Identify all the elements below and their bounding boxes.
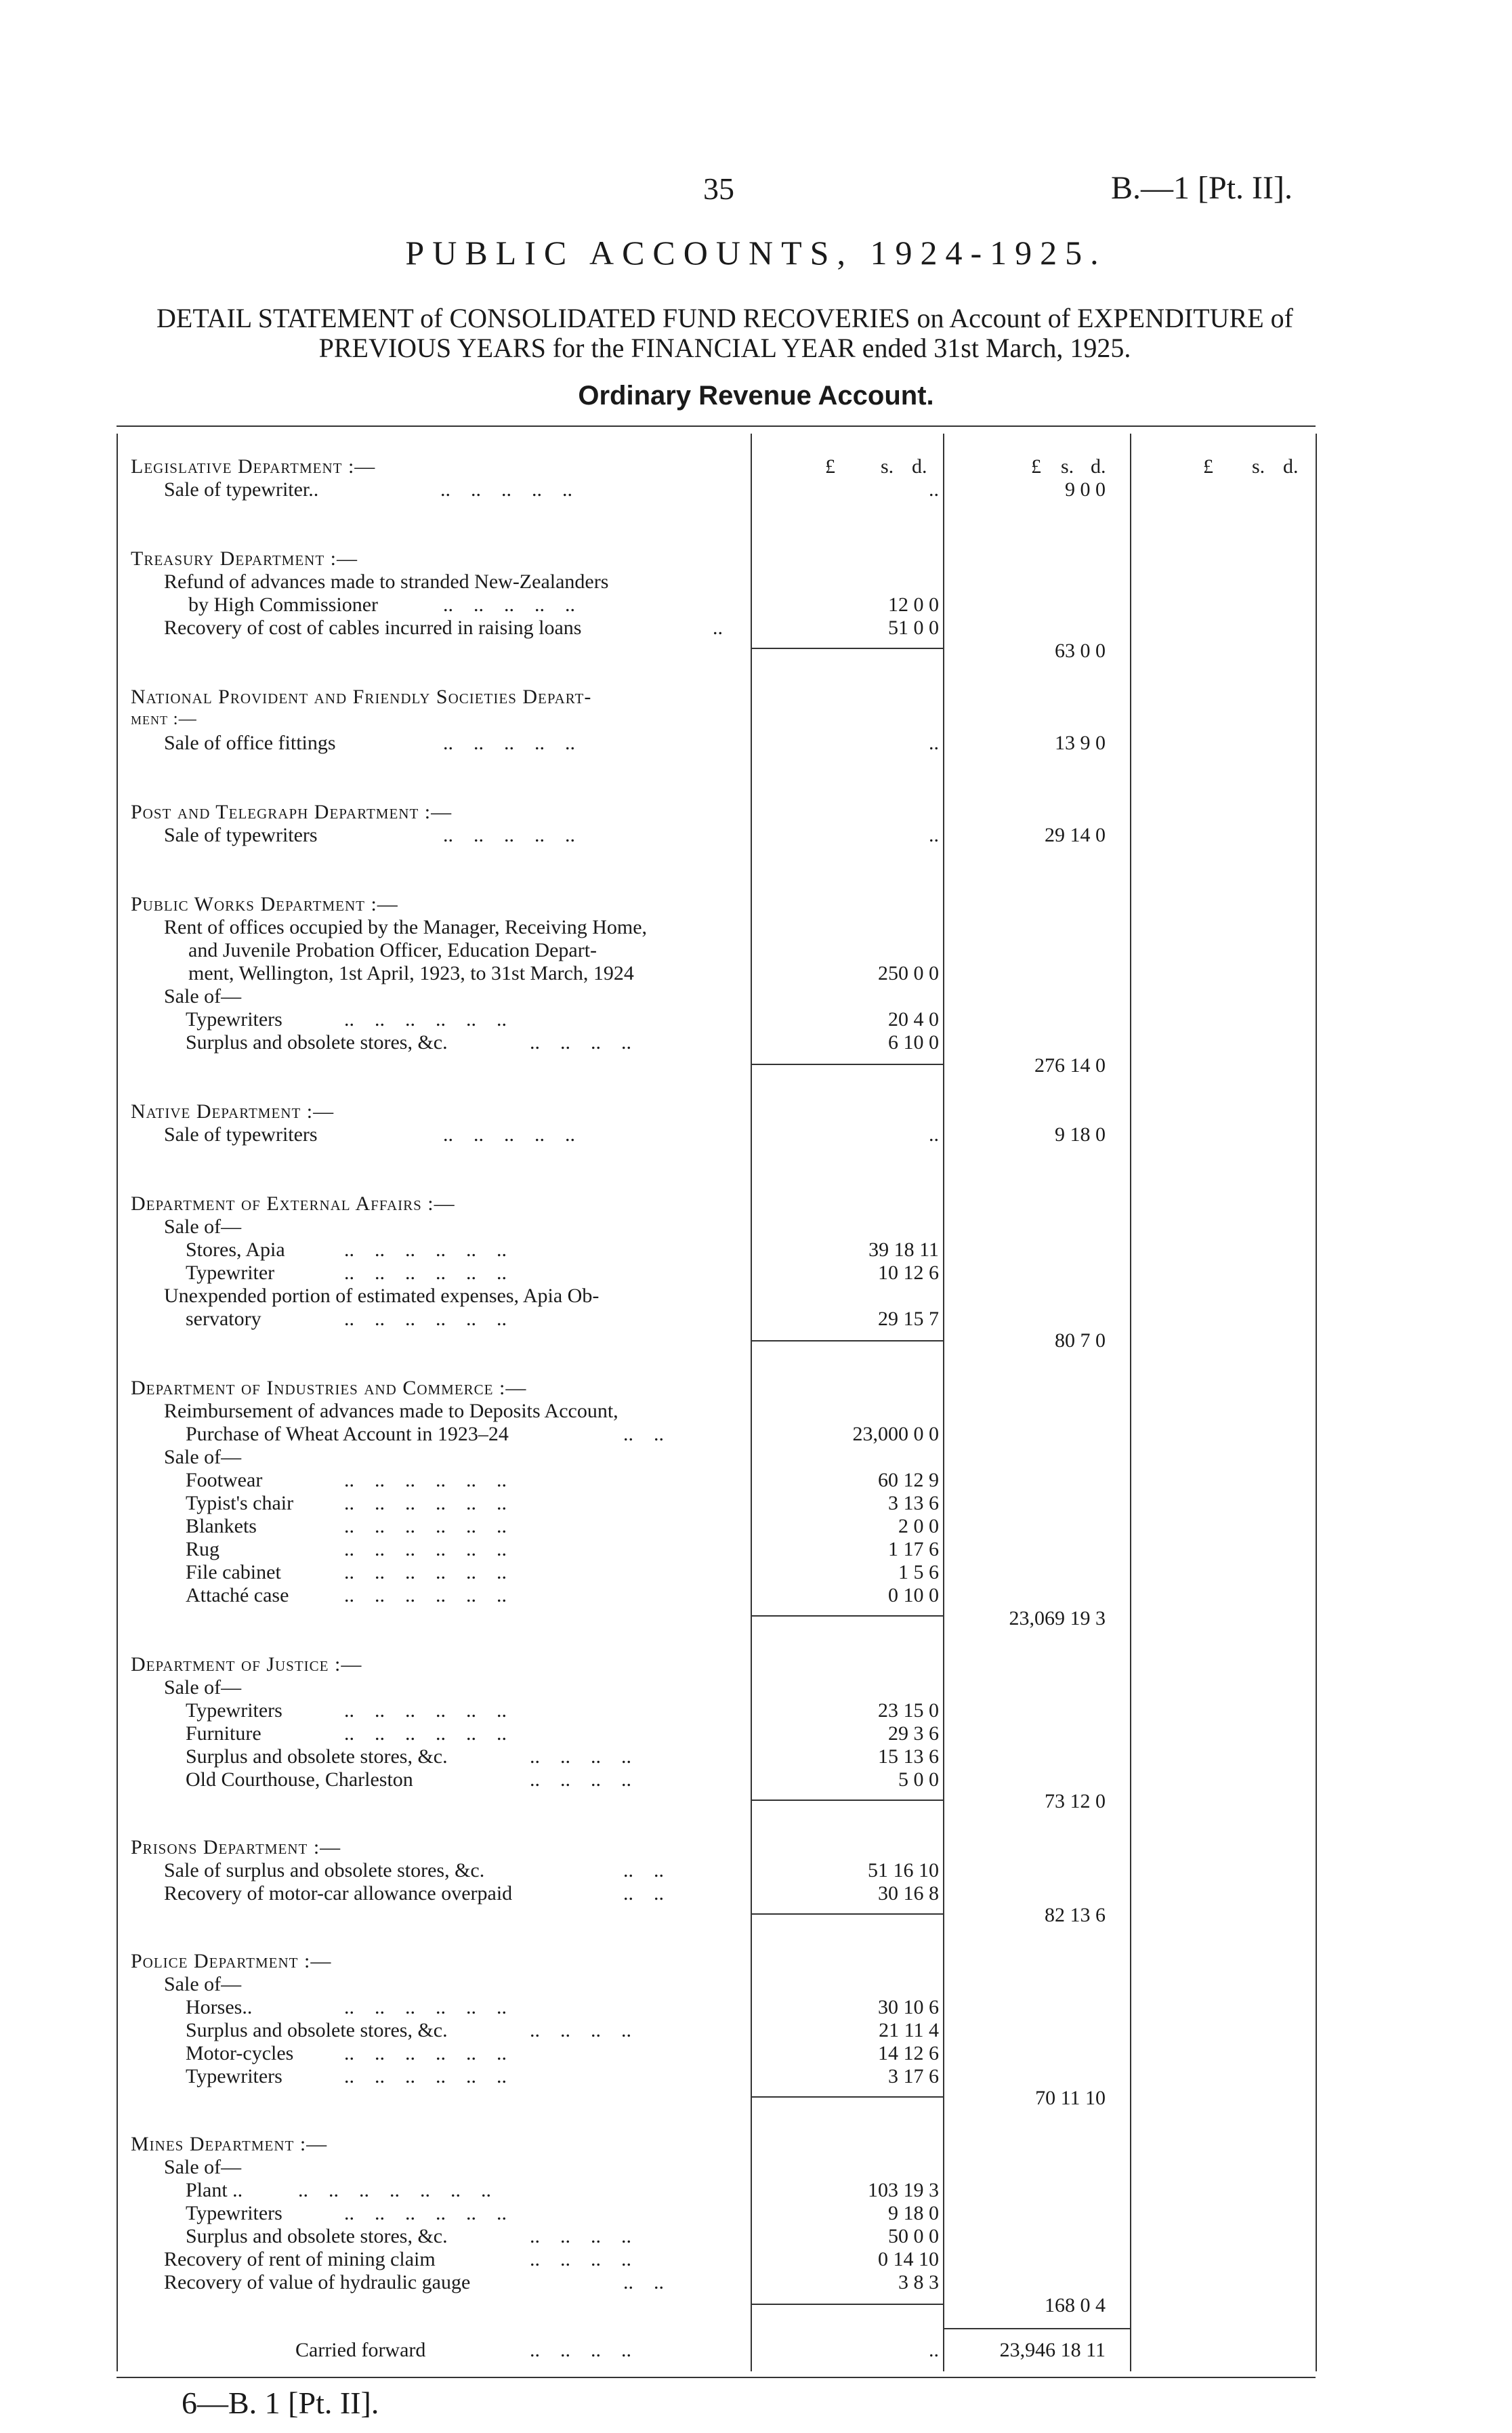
industries-item-label: Footwear (186, 1469, 263, 1491)
leader-dots: .. .. .. .. (530, 2339, 631, 2361)
external-amount-1: 39 18 11 (868, 1239, 939, 1261)
justice-item-amount: 23 15 0 (878, 1699, 939, 1722)
industries-item-label: Rug (186, 1538, 220, 1560)
col3-pounds-header: £ (1203, 455, 1213, 478)
mines-line-1: Sale of— (164, 2156, 242, 2178)
column-divider-1 (751, 434, 752, 2371)
leader-dots: .. .. .. .. .. .. (344, 1699, 507, 1722)
native-total: 9 18 0 (1055, 1123, 1106, 1146)
mines-line-r1: Recovery of rent of mining claim (164, 2248, 436, 2270)
statement-heading: DETAIL STATEMENT of CONSOLIDATED FUND RECOVERIES on Account of EXPENDITURE of PREVIOUS YEARS for the FINANCIAL YEAR ended 31st March, 1925. (156, 303, 1293, 363)
leader-dots: .. .. .. .. .. .. (344, 1538, 507, 1560)
leader-dots: .. .. .. .. (530, 1745, 631, 1768)
footer-reference: 6—B. 1 [Pt. II]. (182, 2386, 379, 2420)
carried-forward-amount: .. (929, 2339, 939, 2361)
industries-item-amount: 2 0 0 (898, 1515, 939, 1537)
treasury-total: 63 0 0 (1055, 640, 1106, 662)
industries-total: 23,069 19 3 (1009, 1607, 1106, 1629)
treasury-line-3: Recovery of cost of cables incurred in raising loans (164, 617, 582, 639)
column-divider-3 (1130, 434, 1131, 2371)
leader-dots: .. .. .. .. .. .. (344, 1996, 507, 2018)
prisons-item-label: Sale of surplus and obsolete stores, &c. (164, 1859, 485, 1881)
police-line-1: Sale of— (164, 1973, 242, 1995)
public-works-line-3: ment, Wellington, 1st April, 1923, to 31st March, 1924 (188, 962, 634, 984)
dept-public-works-title: Public Works Department :— (131, 893, 398, 915)
leader-dots: .. .. .. .. .. .. (344, 1584, 507, 1606)
mines-amount-r1: 0 14 10 (878, 2248, 939, 2270)
leader-dots: .. .. .. .. .. .. (344, 1469, 507, 1491)
industries-item-amount: 1 5 6 (898, 1561, 939, 1583)
dept-industries-title: Department of Industries and Commerce :— (131, 1377, 527, 1399)
external-total: 80 7 0 (1055, 1329, 1106, 1352)
prisons-item-label: Recovery of motor-car allowance overpaid (164, 1882, 513, 1905)
industries-amount-0: 23,000 0 0 (852, 1423, 939, 1445)
police-item-label: Motor-cycles (186, 2042, 294, 2064)
prisons-total: 82 13 6 (1045, 1904, 1106, 1926)
external-line-3: Typewriter (186, 1262, 275, 1284)
external-amount-2: 10 12 6 (878, 1262, 939, 1284)
industries-item-label: Typist's chair (186, 1492, 294, 1514)
mines-amount-r2: 3 8 3 (898, 2271, 939, 2293)
police-item-amount: 30 10 6 (878, 1996, 939, 2018)
mines-item-amount: 50 0 0 (888, 2225, 939, 2247)
subtotal-rule (752, 1340, 943, 1342)
national-amount: .. (929, 732, 939, 754)
external-line-1: Sale of— (164, 1215, 242, 1238)
leader-dots: .. .. (623, 1859, 664, 1881)
leader-dots: .. .. .. .. (530, 1031, 631, 1054)
column-divider-2 (943, 434, 944, 2371)
external-amount-3: 29 15 7 (878, 1308, 939, 1330)
external-line-4: Unexpended portion of estimated expenses, Apia Ob- (164, 1285, 600, 1307)
public-works-total: 276 14 0 (1034, 1054, 1106, 1077)
leader-dots: .. .. .. .. (530, 2019, 631, 2041)
col2-shillings-header: s. (1061, 455, 1074, 478)
dept-national-title-1: National Provident and Friendly Societies Depart- (131, 686, 592, 708)
public-works-line-4: Sale of— (164, 985, 242, 1007)
legislative-item-label: Sale of typewriter.. (164, 478, 319, 501)
col1-pounds-header: £ (825, 455, 835, 478)
subtotal-rule (752, 2096, 943, 2098)
dept-external-title: Department of External Affairs :— (131, 1192, 455, 1215)
dept-prisons-title: Prisons Department :— (131, 1836, 341, 1858)
public-works-line-5: Typewriters (186, 1008, 282, 1031)
dept-justice-title: Department of Justice :— (131, 1653, 362, 1676)
mines-item-amount: 103 19 3 (868, 2179, 939, 2201)
post-total: 29 14 0 (1045, 824, 1106, 846)
table-right-border (1316, 434, 1317, 2371)
native-amount: .. (929, 1123, 939, 1146)
dept-treasury-title: Treasury Department :— (131, 547, 358, 570)
public-works-line-2: and Juvenile Probation Officer, Education Depart- (188, 939, 597, 961)
police-item-amount: 14 12 6 (878, 2042, 939, 2064)
national-line-1: Sale of office fittings (164, 732, 336, 754)
public-works-line-6: Surplus and obsolete stores, &c. (186, 1031, 448, 1054)
native-line-1: Sale of typewriters (164, 1123, 318, 1146)
legislative-item-amount: .. (929, 478, 939, 501)
table-left-border (117, 434, 118, 2371)
carried-forward-label: Carried forward (295, 2339, 426, 2361)
account-subheading: Ordinary Revenue Account. (578, 381, 934, 411)
post-line-1: Sale of typewriters (164, 824, 318, 846)
post-amount: .. (929, 824, 939, 846)
justice-line-1: Sale of— (164, 1676, 242, 1699)
police-total: 70 11 10 (1035, 2087, 1106, 2109)
col3-shillings-header: s. (1252, 455, 1265, 478)
leader-dots: .. .. .. .. .. (440, 478, 572, 501)
subtotal-rule (752, 1913, 943, 1915)
leader-dots: .. .. .. .. .. .. (344, 1239, 507, 1261)
leader-dots: .. .. .. .. .. .. (344, 2065, 507, 2087)
table-top-rule (117, 425, 1316, 427)
justice-item-amount: 5 0 0 (898, 1768, 939, 1791)
industries-line-2: Purchase of Wheat Account in 1923–24 (186, 1423, 509, 1445)
treasury-amount-1: 12 0 0 (888, 594, 939, 616)
police-item-label: Surplus and obsolete stores, &c. (186, 2019, 448, 2041)
public-works-amount-3: 6 10 0 (888, 1031, 939, 1054)
police-item-label: Typewriters (186, 2065, 282, 2087)
prisons-item-amount: 30 16 8 (878, 1882, 939, 1905)
public-works-line-1: Rent of offices occupied by the Manager, Receiving Home, (164, 916, 648, 938)
leader-dots: .. .. (623, 1882, 664, 1905)
dept-mines-title: Mines Department :— (131, 2133, 328, 2155)
justice-total: 73 12 0 (1045, 1790, 1106, 1812)
dept-legislative-title: Legislative Department :— (131, 455, 376, 478)
leader-dots: .. .. (623, 1423, 664, 1445)
leader-dots: .. .. .. .. .. .. (344, 1722, 507, 1745)
carried-forward-total: 23,946 18 11 (999, 2339, 1106, 2361)
police-item-amount: 21 11 4 (879, 2019, 939, 2041)
mines-item-amount: 9 18 0 (888, 2202, 939, 2224)
leader-dots: .. .. (623, 2271, 664, 2293)
leader-dots: .. .. .. .. .. .. .. (298, 2179, 491, 2201)
legislative-total: 9 0 0 (1065, 478, 1106, 501)
industries-line-1: Reimbursement of advances made to Deposits Account, (164, 1400, 618, 1422)
public-works-amount-1: 250 0 0 (878, 962, 939, 984)
subtotal-rule (752, 2304, 943, 2305)
justice-item-label: Furniture (186, 1722, 261, 1745)
mines-line-r2: Recovery of value of hydraulic gauge (164, 2271, 471, 2293)
leader-dots: .. .. .. .. (530, 1768, 631, 1791)
leader-dots: .. .. .. .. .. .. (344, 1262, 507, 1284)
leader-dots: .. .. .. .. .. (443, 1123, 575, 1146)
mines-item-label: Plant .. (186, 2179, 243, 2201)
industries-item-amount: 0 10 0 (888, 1584, 939, 1606)
leader-dots: .. .. .. .. .. .. (344, 1308, 507, 1330)
public-works-amount-2: 20 4 0 (888, 1008, 939, 1031)
leader-dots: .. .. .. .. (530, 2248, 631, 2270)
industries-item-label: File cabinet (186, 1561, 281, 1583)
prisons-item-amount: 51 16 10 (868, 1859, 939, 1881)
document-reference: B.—1 [Pt. II]. (1111, 170, 1293, 206)
col1-shillings-header: s. (881, 455, 894, 478)
subtotal-rule (752, 1615, 943, 1617)
subtotal-rule (752, 1064, 943, 1065)
industries-item-amount: 3 13 6 (888, 1492, 939, 1514)
treasury-line-2: by High Commissioner (188, 594, 379, 616)
industries-item-label: Blankets (186, 1515, 257, 1537)
table-bottom-rule (117, 2377, 1316, 2378)
police-item-label: Horses.. (186, 1996, 253, 2018)
carried-forward-rule (943, 2328, 1130, 2329)
dept-police-title: Police Department :— (131, 1950, 332, 1972)
dept-native-title: Native Department :— (131, 1100, 335, 1123)
page-title: PUBLIC ACCOUNTS, 1924-1925. (405, 234, 1107, 272)
col2-pounds-header: £ (1031, 455, 1041, 478)
external-line-2: Stores, Apia (186, 1239, 285, 1261)
leader-dots: .. .. .. .. .. (443, 594, 575, 616)
subtotal-rule (752, 648, 943, 649)
leader-dots: .. (713, 617, 723, 639)
leader-dots: .. .. .. .. .. .. (344, 1492, 507, 1514)
industries-item-amount: 1 17 6 (888, 1538, 939, 1560)
col1-pence-header: d. (912, 455, 927, 478)
leader-dots: .. .. .. .. .. .. (344, 2202, 507, 2224)
industries-item-amount: 60 12 9 (878, 1469, 939, 1491)
justice-item-label: Surplus and obsolete stores, &c. (186, 1745, 448, 1768)
leader-dots: .. .. .. .. .. .. (344, 1515, 507, 1537)
mines-total: 168 0 4 (1045, 2294, 1106, 2316)
leader-dots: .. .. .. .. .. .. (344, 1561, 507, 1583)
subtotal-rule (752, 1800, 943, 1801)
leader-dots: .. .. .. .. .. (443, 732, 575, 754)
dept-national-title-2: ment :— (131, 709, 197, 728)
industries-line-3: Sale of— (164, 1446, 242, 1468)
col3-pence-header: d. (1283, 455, 1299, 478)
leader-dots: .. .. .. .. (530, 2225, 631, 2247)
mines-item-label: Surplus and obsolete stores, &c. (186, 2225, 448, 2247)
treasury-line-1: Refund of advances made to stranded New-Zealanders (164, 570, 609, 593)
leader-dots: .. .. .. .. .. .. (344, 1008, 507, 1031)
dept-post-title: Post and Telegraph Department :— (131, 801, 453, 823)
justice-item-label: Typewriters (186, 1699, 282, 1722)
external-line-5: servatory (186, 1308, 261, 1330)
justice-item-amount: 29 3 6 (888, 1722, 939, 1745)
page-number: 35 (703, 171, 734, 206)
police-item-amount: 3 17 6 (888, 2065, 939, 2087)
mines-item-label: Typewriters (186, 2202, 282, 2224)
leader-dots: .. .. .. .. .. .. (344, 2042, 507, 2064)
treasury-amount-2: 51 0 0 (888, 617, 939, 639)
leader-dots: .. .. .. .. .. (443, 824, 575, 846)
col2-pence-header: d. (1091, 455, 1106, 478)
justice-item-amount: 15 13 6 (878, 1745, 939, 1768)
justice-item-label: Old Courthouse, Charleston (186, 1768, 413, 1791)
industries-item-label: Attaché case (186, 1584, 289, 1606)
national-total: 13 9 0 (1055, 732, 1106, 754)
